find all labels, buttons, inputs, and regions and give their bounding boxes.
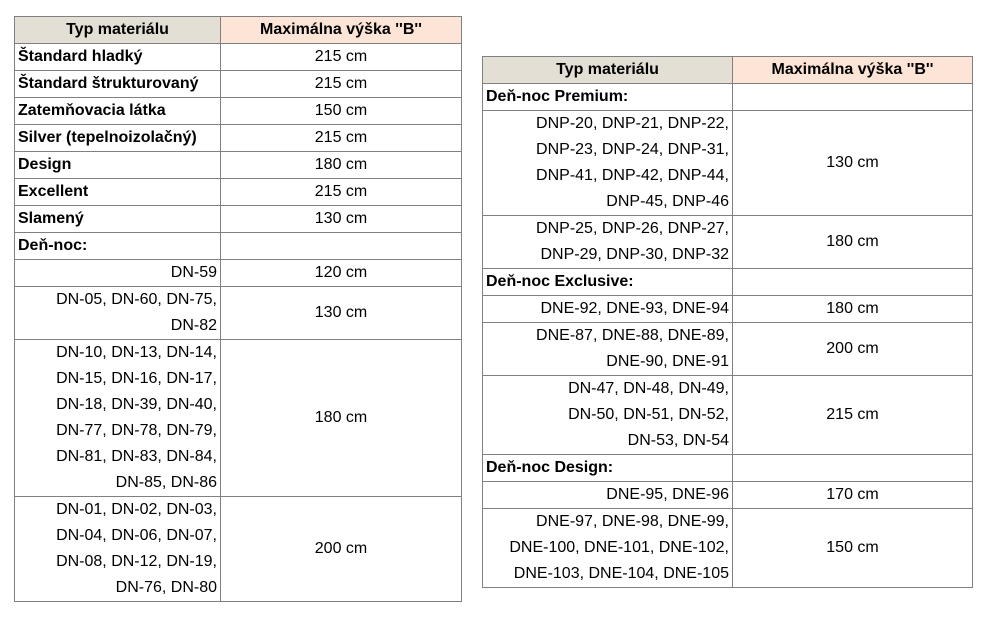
material-codes: DNE-92, DNE-93, DNE-94 <box>483 296 733 323</box>
max-height-value: 150 cm <box>221 98 462 125</box>
header-max-height: Maximálna výška ''B'' <box>733 57 973 84</box>
max-height-value: 215 cm <box>221 179 462 206</box>
max-height-value: 120 cm <box>221 260 462 287</box>
left-material-table <box>14 16 462 602</box>
material-category: Deň-noc Premium: <box>483 84 733 111</box>
max-height-value: 215 cm <box>733 376 973 455</box>
material-category: Deň-noc Design: <box>483 455 733 482</box>
material-codes: DN-59 <box>15 260 221 287</box>
header-row <box>15 17 462 44</box>
table-row <box>483 323 973 376</box>
table-row <box>483 376 973 455</box>
max-height-value: 200 cm <box>221 497 462 602</box>
header-row <box>483 57 973 84</box>
material-codes: DNP-20, DNP-21, DNP-22, DNP-23, DNP-24, DNP-31, DNP-41, DNP-42, DNP-44, DNP-45, DNP-46 <box>483 111 733 216</box>
table-row <box>483 111 973 216</box>
table-row <box>15 206 462 233</box>
material-codes: DN-01, DN-02, DN-03, DN-04, DN-06, DN-07, DN-08, DN-12, DN-19, DN-76, DN-80 <box>15 497 221 602</box>
material-codes: DNE-97, DNE-98, DNE-99, DNE-100, DNE-101, DNE-102, DNE-103, DNE-104, DNE-105 <box>483 509 733 588</box>
table-row <box>15 340 462 497</box>
max-height-value <box>733 455 973 482</box>
material-category: Štandard hladký <box>15 44 221 71</box>
table-row <box>15 287 462 340</box>
max-height-value: 200 cm <box>733 323 973 376</box>
material-category: Deň-noc Exclusive: <box>483 269 733 296</box>
material-codes: DNE-87, DNE-88, DNE-89, DNE-90, DNE-91 <box>483 323 733 376</box>
table-row <box>483 455 973 482</box>
material-category: Excellent <box>15 179 221 206</box>
header-max-height: Maximálna výška ''B'' <box>221 17 462 44</box>
material-codes: DN-05, DN-60, DN-75, DN-82 <box>15 287 221 340</box>
table-row <box>15 233 462 260</box>
max-height-value: 215 cm <box>221 125 462 152</box>
table-row <box>483 509 973 588</box>
max-height-value: 180 cm <box>733 296 973 323</box>
material-category: Zatemňovacia látka <box>15 98 221 125</box>
table-row <box>15 71 462 98</box>
max-height-value: 215 cm <box>221 44 462 71</box>
material-codes: DNE-95, DNE-96 <box>483 482 733 509</box>
max-height-value: 180 cm <box>221 152 462 179</box>
table-row <box>483 482 973 509</box>
header-material-type: Typ materiálu <box>15 17 221 44</box>
left-table-body <box>15 44 462 602</box>
max-height-value <box>733 269 973 296</box>
max-height-value: 180 cm <box>733 216 973 269</box>
max-height-value: 130 cm <box>221 206 462 233</box>
right-material-table <box>482 56 973 588</box>
header-material-type: Typ materiálu <box>483 57 733 84</box>
max-height-value: 130 cm <box>733 111 973 216</box>
table-row <box>483 269 973 296</box>
max-height-value: 130 cm <box>221 287 462 340</box>
table-row <box>15 179 462 206</box>
material-codes: DN-10, DN-13, DN-14, DN-15, DN-16, DN-17, DN-18, DN-39, DN-40, DN-77, DN-78, DN-79, DN-81, DN-83, DN-84, DN-85, DN-86 <box>15 340 221 497</box>
max-height-value: 180 cm <box>221 340 462 497</box>
material-category: Deň-noc: <box>15 233 221 260</box>
max-height-value <box>733 84 973 111</box>
material-category: Slamený <box>15 206 221 233</box>
material-category: Štandard štrukturovaný <box>15 71 221 98</box>
table-row <box>15 152 462 179</box>
max-height-value: 150 cm <box>733 509 973 588</box>
table-row <box>15 98 462 125</box>
table-row <box>15 260 462 287</box>
material-category: Design <box>15 152 221 179</box>
material-category: Silver (tepelnoizolačný) <box>15 125 221 152</box>
max-height-value <box>221 233 462 260</box>
table-row <box>483 216 973 269</box>
table-row <box>15 125 462 152</box>
material-codes: DNP-25, DNP-26, DNP-27, DNP-29, DNP-30, DNP-32 <box>483 216 733 269</box>
material-codes: DN-47, DN-48, DN-49, DN-50, DN-51, DN-52, DN-53, DN-54 <box>483 376 733 455</box>
max-height-value: 215 cm <box>221 71 462 98</box>
table-row <box>15 44 462 71</box>
table-row <box>15 497 462 602</box>
table-row <box>483 296 973 323</box>
right-table-body <box>483 84 973 588</box>
table-row <box>483 84 973 111</box>
max-height-value: 170 cm <box>733 482 973 509</box>
